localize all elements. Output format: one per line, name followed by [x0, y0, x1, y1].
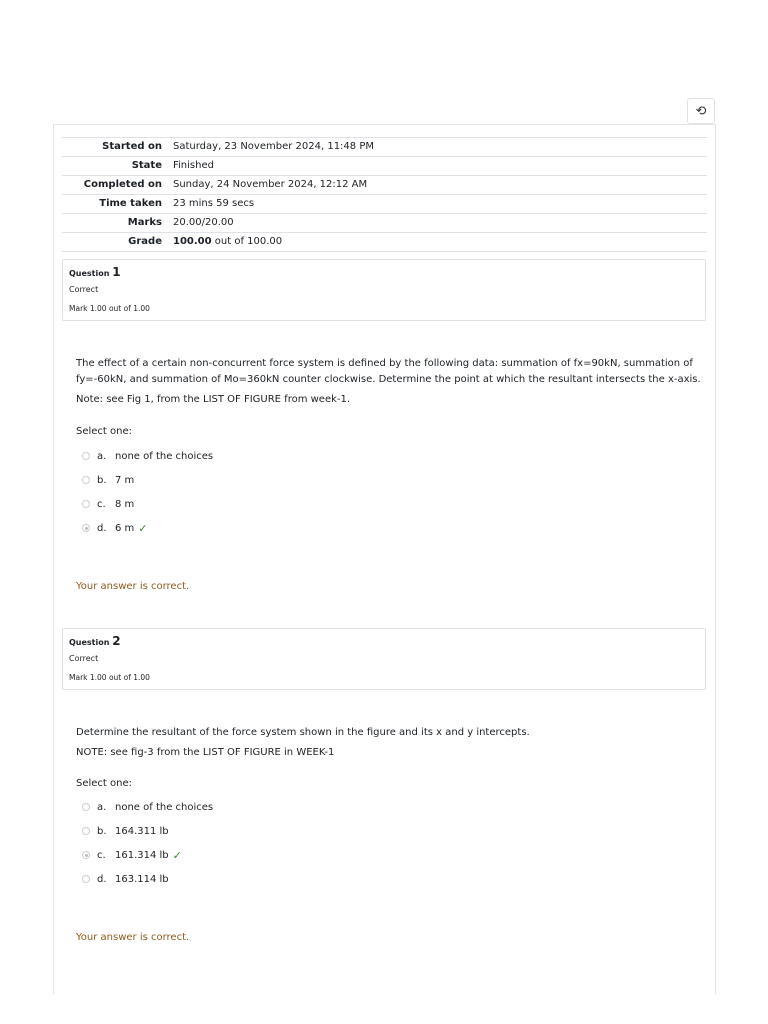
- question-note: Note: see Fig 1, from the LIST OF FIGURE from week-1.: [76, 394, 351, 405]
- answer-option-c[interactable]: c. 8 m: [82, 492, 213, 516]
- grade-out-of: out of 100.00: [211, 236, 283, 247]
- question-mark: Mark 1.00 out of 1.00: [69, 673, 150, 682]
- question-note: NOTE: see fig-3 from the LIST OF FIGURE in WEEK-1: [76, 747, 335, 758]
- summary-row-grade: [62, 233, 707, 252]
- summary-row-state: [62, 157, 707, 176]
- answer-option-d[interactable]: d. 6 m ✓: [82, 516, 213, 540]
- history-icon: ⟲: [695, 103, 707, 119]
- answer-option-a[interactable]: a. none of the choices: [82, 444, 213, 468]
- question-text-1: [76, 356, 701, 412]
- question-state: Correct: [69, 285, 99, 294]
- summary-label: Time taken: [99, 198, 162, 209]
- select-one-prompt: Select one:: [76, 426, 133, 437]
- summary-value: Sunday, 24 November 2024, 12:12 AM: [173, 179, 368, 190]
- question-mark: Mark 1.00 out of 1.00: [69, 304, 150, 313]
- summary-row-time: [62, 195, 707, 214]
- grade-value: 100.00: [173, 236, 212, 247]
- summary-row-started: [62, 138, 707, 157]
- summary-value: Saturday, 23 November 2024, 11:48 PM: [173, 141, 374, 152]
- radio-button[interactable]: [82, 827, 90, 835]
- radio-button-selected[interactable]: [82, 524, 90, 532]
- answer-option-d[interactable]: d. 163.114 lb: [82, 867, 213, 891]
- answer-options-1: [82, 444, 213, 540]
- answer-option-c[interactable]: c. 161.314 lb ✓: [82, 843, 213, 867]
- summary-label: Started on: [102, 141, 162, 152]
- summary-label: Completed on: [83, 179, 162, 190]
- answer-feedback-1: Your answer is correct.: [76, 581, 190, 592]
- question-text-2: [76, 725, 701, 765]
- answer-option-b[interactable]: b. 7 m: [82, 468, 213, 492]
- quiz-summary-table: [62, 137, 707, 252]
- radio-button[interactable]: [82, 500, 90, 508]
- summary-label: Grade: [128, 236, 162, 247]
- check-icon: ✓: [138, 521, 148, 535]
- answer-option-a[interactable]: a. none of the choices: [82, 795, 213, 819]
- summary-row-marks: [62, 214, 707, 233]
- radio-button-selected[interactable]: [82, 851, 90, 859]
- radio-button[interactable]: [82, 476, 90, 484]
- summary-label: Marks: [127, 217, 162, 228]
- question-paragraph: Determine the resultant of the force system shown in the figure and its x and y intercepts.: [76, 727, 530, 738]
- summary-value: 20.00/20.00: [173, 217, 234, 228]
- question-state: Correct: [69, 654, 99, 663]
- question-paragraph: The effect of a certain non-concurrent force system is defined by the following data: summation of fx=90kN, summation of fy=-60kN, and summation of Mo=360kN counter clockwise. Determine the point at which the resultant intersects the x-axis.: [76, 358, 701, 385]
- summary-value: Finished: [173, 160, 214, 171]
- question-number: Question 2: [69, 634, 121, 648]
- check-icon: ✓: [172, 848, 182, 862]
- summary-row-completed: [62, 176, 707, 195]
- summary-value: 23 mins 59 secs: [173, 198, 255, 209]
- question-number: Question 1: [69, 265, 121, 279]
- history-button[interactable]: [687, 98, 715, 124]
- answer-feedback-2: Your answer is correct.: [76, 932, 190, 943]
- answer-option-b[interactable]: b. 164.311 lb: [82, 819, 213, 843]
- question-info-1: [62, 259, 706, 321]
- radio-button[interactable]: [82, 803, 90, 811]
- answer-options-2: [82, 795, 213, 891]
- radio-button[interactable]: [82, 452, 90, 460]
- summary-value: [167, 233, 707, 252]
- question-info-2: [62, 628, 706, 690]
- select-one-prompt: Select one:: [76, 778, 133, 789]
- radio-button[interactable]: [82, 875, 90, 883]
- summary-label: State: [131, 160, 162, 171]
